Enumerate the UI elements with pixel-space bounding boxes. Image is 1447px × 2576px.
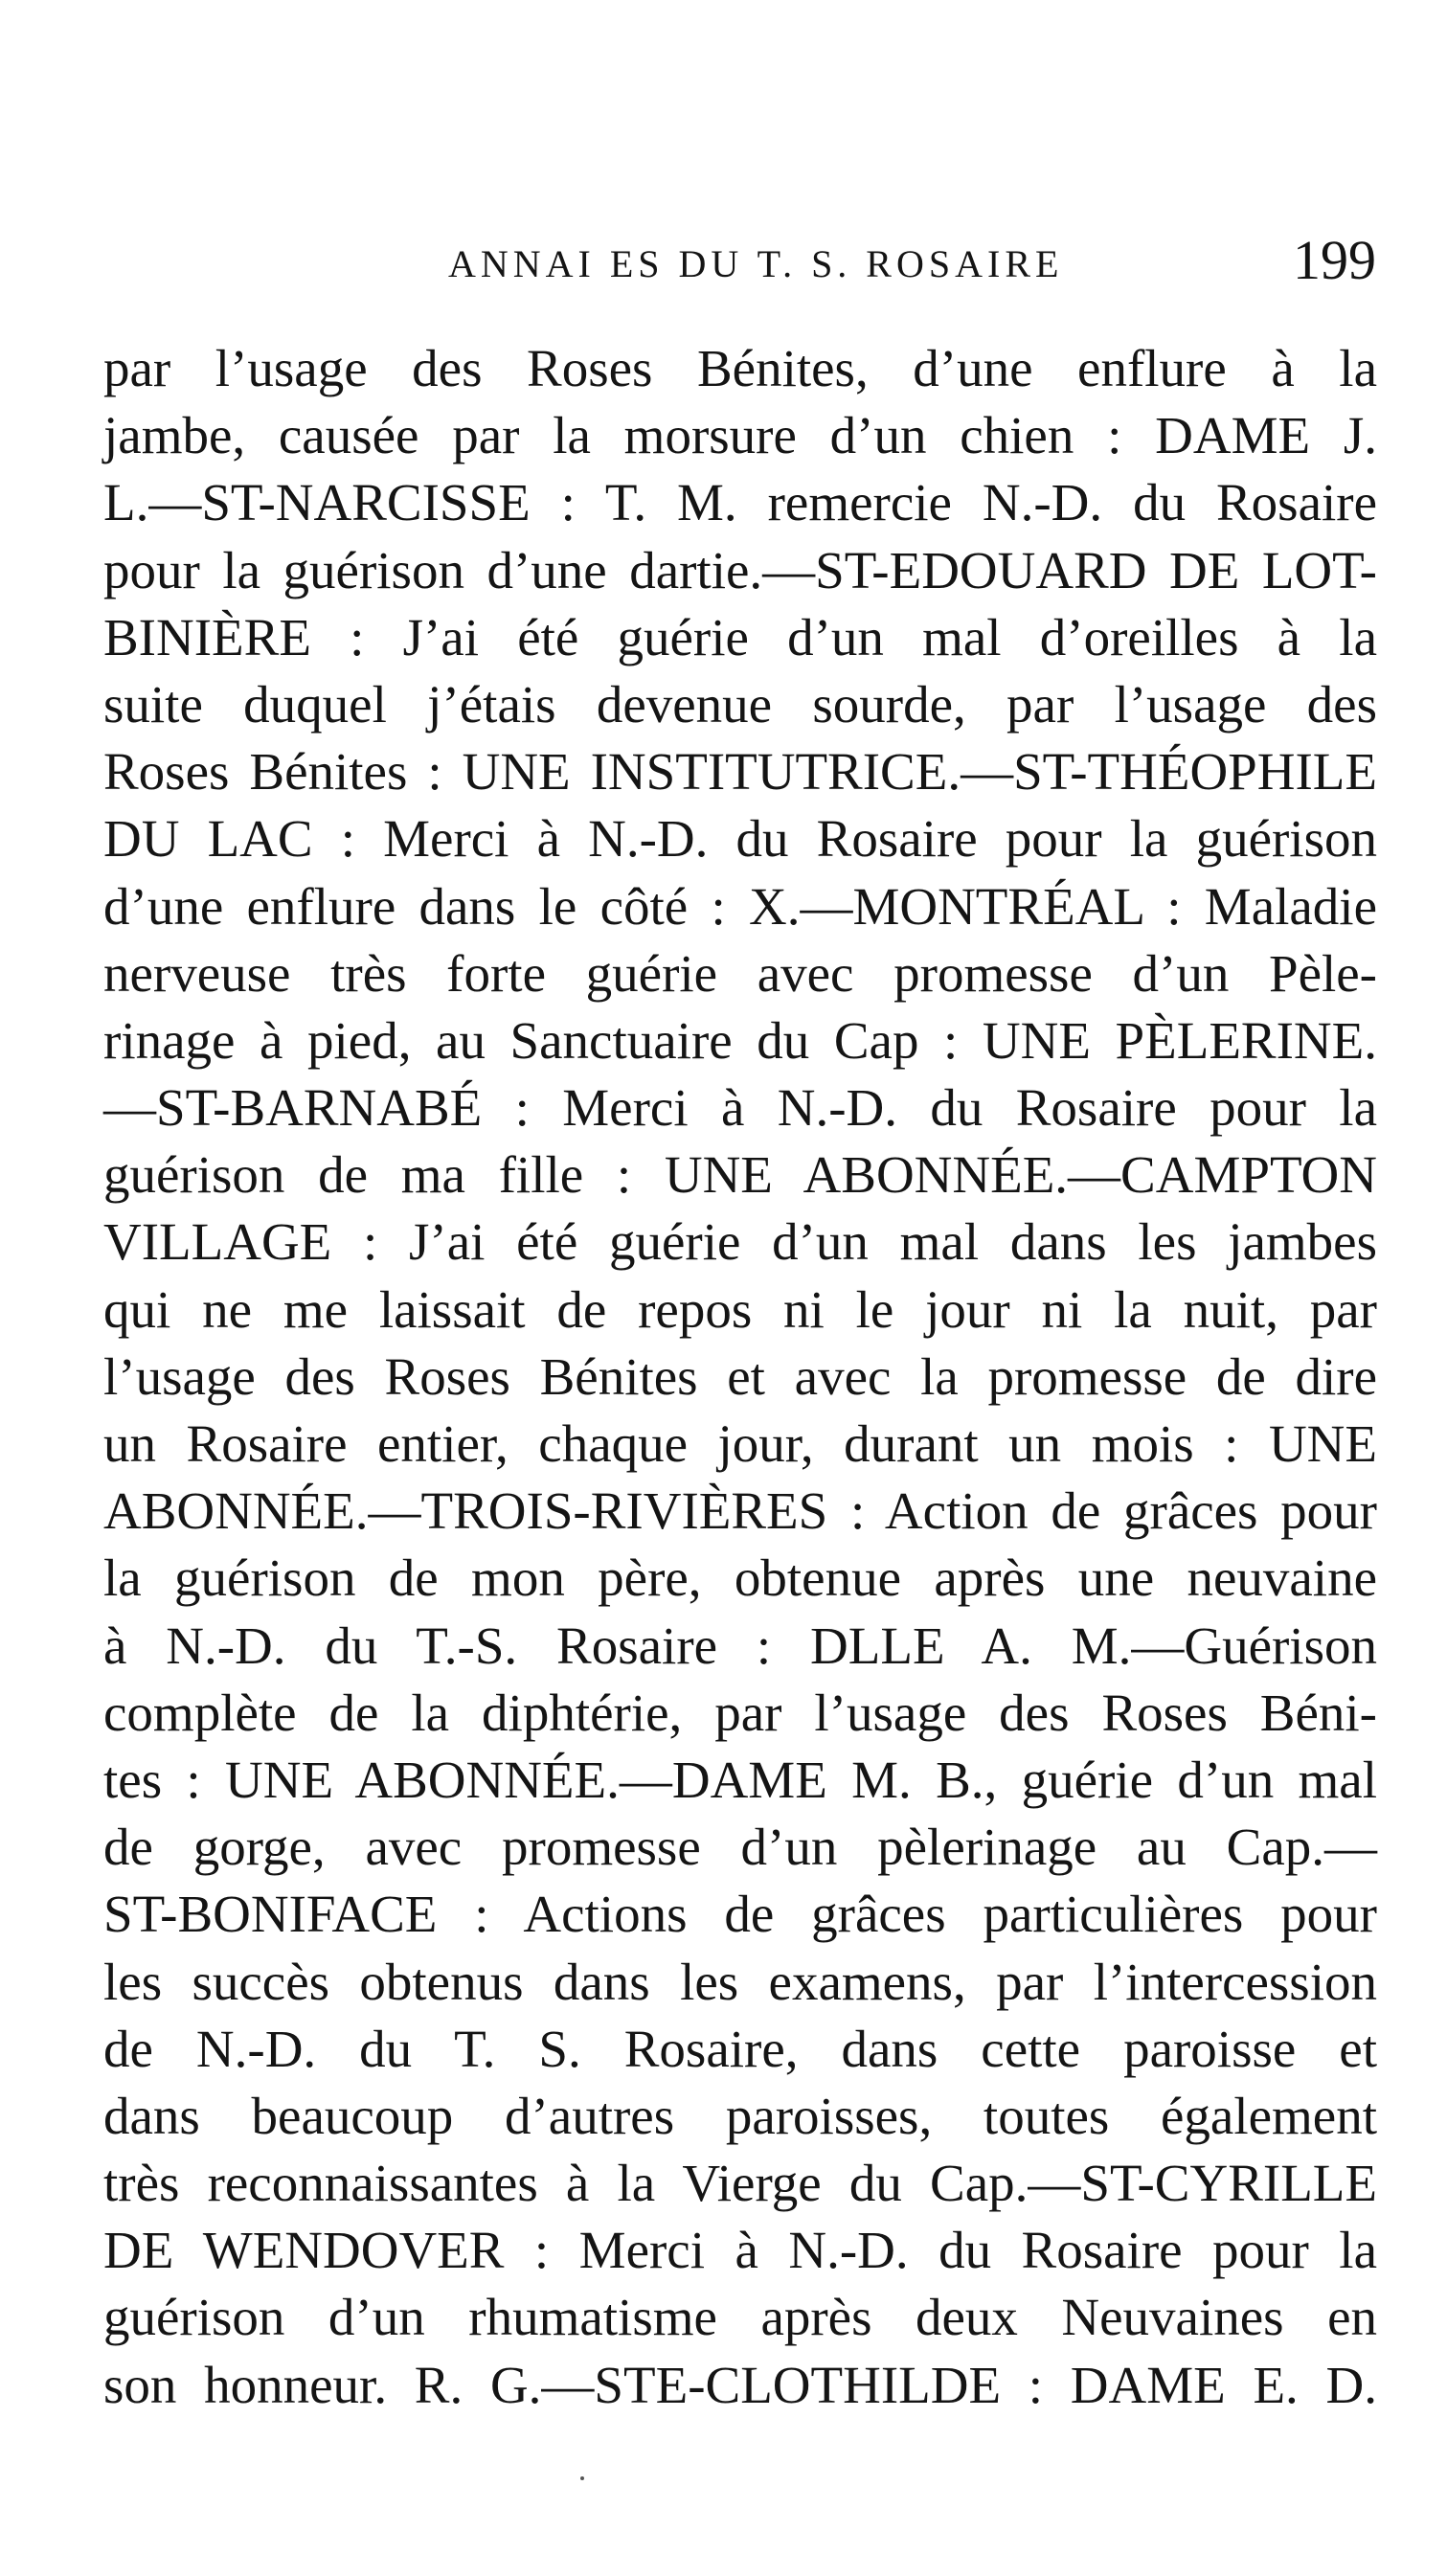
text-line: rinage à pied, au Sanctuaire du Cap : UNE PÈLERINE. bbox=[103, 1010, 1377, 1070]
text-line: suite duquel j’étais devenue sourde, par l’usage des bbox=[103, 674, 1377, 734]
text-line: très reconnaissantes à la Vierge du Cap.—ST-CYRILLE bbox=[103, 2154, 1377, 2213]
text-line: DU LAC : Merci à N.-D. du Rosaire pour la guérison bbox=[103, 809, 1377, 869]
text-line: à N.-D. du T.-S. Rosaire : DLLE A. M.—Guérison bbox=[103, 1616, 1377, 1675]
text-line: guérison d’un rhumatisme après deux Neuvaines en bbox=[103, 2288, 1377, 2347]
text-line: pour la guérison d’une dartie.—ST-EDOUARD DE LOT- bbox=[103, 540, 1377, 599]
text-line: de gorge, avec promesse d’un pèlerinage au Cap.— bbox=[103, 1818, 1377, 1877]
text-line: dans beaucoup d’autres paroisses, toutes également bbox=[103, 2086, 1377, 2145]
text-line: qui ne me laissait de repos ni le jour ni la nuit, par bbox=[103, 1279, 1377, 1339]
text-line: son honneur. R. G.—STE-CLOTHILDE : DAME E. D. bbox=[103, 2355, 1377, 2414]
running-title: ANNAI ES DU T. S. ROSAIRE bbox=[448, 242, 1064, 285]
text-line: de N.-D. du T. S. Rosaire, dans cette paroisse et bbox=[103, 2019, 1377, 2078]
text-line: la guérison de mon père, obtenue après une neuvaine bbox=[103, 1548, 1377, 1608]
text-line: ST-BONIFACE : Actions de grâces particulières pour bbox=[103, 1885, 1377, 1944]
ink-speck bbox=[580, 2476, 584, 2480]
text-line: guérison de ma fille : UNE ABONNÉE.—CAMPTON bbox=[103, 1145, 1377, 1205]
body-text bbox=[103, 335, 1377, 2419]
text-line: jambe, causée par la morsure d’un chien : DAME J. bbox=[103, 406, 1377, 465]
text-line: les succès obtenus dans les examens, par l’intercession bbox=[103, 1952, 1377, 2011]
text-line: DE WENDOVER : Merci à N.-D. du Rosaire pour la bbox=[103, 2221, 1377, 2280]
text-line: tes : UNE ABONNÉE.—DAME M. B., guérie d’un mal bbox=[103, 1750, 1377, 1809]
text-line: Roses Bénites : UNE INSTITUTRICE.—ST-THÉOPHILE bbox=[103, 742, 1377, 802]
text-line: un Rosaire entier, chaque jour, durant un mois : UNE bbox=[103, 1414, 1377, 1473]
text-line: l’usage des Roses Bénites et avec la promesse de dire bbox=[103, 1346, 1377, 1406]
text-line: nerveuse très forte guérie avec promesse d’un Pèle- bbox=[103, 943, 1377, 1003]
text-line: par l’usage des Roses Bénites, d’une enflure à la bbox=[103, 339, 1377, 397]
text-line: BINIÈRE : J’ai été guérie d’un mal d’oreilles à la bbox=[103, 607, 1377, 667]
text-line: L.—ST-NARCISSE : T. M. remercie N.-D. du Rosaire bbox=[103, 473, 1377, 532]
text-line: d’une enflure dans le côté : X.—MONTRÉAL : Maladie bbox=[103, 876, 1377, 936]
page-number: 199 bbox=[1293, 229, 1376, 291]
text-line: complète de la diphtérie, par l’usage des Roses Béni- bbox=[103, 1683, 1377, 1742]
text-line: ABONNÉE.—TROIS-RIVIÈRES : Action de grâces pour bbox=[103, 1481, 1377, 1541]
text-line: —ST-BARNABÉ : Merci à N.-D. du Rosaire pour la bbox=[103, 1078, 1377, 1138]
running-head bbox=[0, 228, 1447, 305]
text-line: VILLAGE : J’ai été guérie d’un mal dans les jambes bbox=[103, 1212, 1377, 1272]
